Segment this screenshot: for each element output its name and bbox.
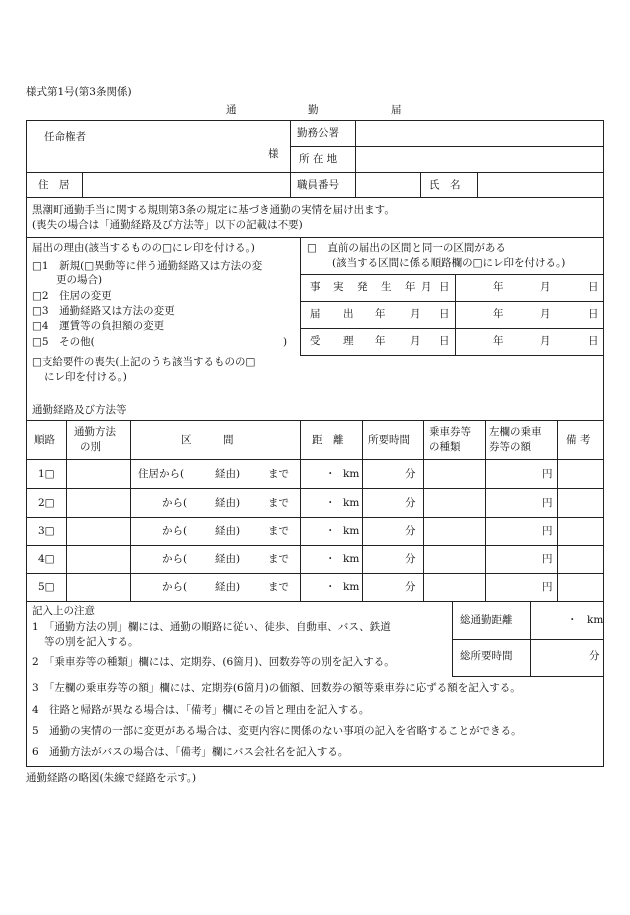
row-line-0 xyxy=(26,459,604,460)
route-km-4: km xyxy=(343,553,360,565)
route-from-5: から( xyxy=(162,581,188,593)
route-yen-3: 円 xyxy=(542,525,553,537)
col-order: 順路 xyxy=(34,434,55,446)
route-from-3: から( xyxy=(162,525,188,537)
row-rule-2 xyxy=(26,197,604,198)
route-km-5: km xyxy=(343,581,360,593)
header-rule xyxy=(290,146,604,147)
note-1-cont: 等の別を記入する。 xyxy=(44,636,139,648)
route-dot-3: ・ xyxy=(325,525,336,537)
note-1: 1 「通勤方法の別」欄には、通勤の順路に従い、徒歩、自動車、バス、鉄道 xyxy=(32,621,391,633)
route-min-3: 分 xyxy=(405,525,416,537)
total-time-unit: 分 xyxy=(589,650,600,662)
date-label-char: 年 xyxy=(405,281,416,293)
col-method-2: の別 xyxy=(80,441,101,453)
route-from-2: から( xyxy=(162,497,188,509)
reason-item-5[interactable]: □5 その他( xyxy=(32,336,95,348)
route-to-3: まで xyxy=(268,525,289,537)
col-remarks: 備 考 xyxy=(566,434,591,446)
title-char-3: 届 xyxy=(391,104,402,116)
route-order-5[interactable]: 5□ xyxy=(38,581,55,593)
form-number: 様式第1号(第3条関係) xyxy=(26,86,132,98)
route-order-1[interactable]: 1□ xyxy=(38,468,55,480)
route-km-2: km xyxy=(343,497,360,509)
route-yen-5: 円 xyxy=(542,581,553,593)
route-min-2: 分 xyxy=(405,497,416,509)
col-section: 区 間 xyxy=(181,434,234,446)
date-unit: 年 xyxy=(493,308,504,320)
note-6: 6 通勤方法がバスの場合は、「備考」欄にバス会社名を記入する。 xyxy=(32,746,349,758)
date-label-char: 年 xyxy=(375,335,386,347)
date-label-char: 年 xyxy=(375,308,386,320)
reason-item-4[interactable]: □4 運賃等の負担額の変更 xyxy=(32,320,165,332)
route-via-2: 経由) xyxy=(215,497,241,509)
reason-item-2[interactable]: □2 住居の変更 xyxy=(32,290,112,302)
row-rule-3 xyxy=(26,237,604,238)
date-label-char: 月 xyxy=(410,308,421,320)
date-label-char: 実 xyxy=(333,281,344,293)
route-dot-4: ・ xyxy=(325,553,336,565)
routes-title: 通勤経路及び方法等 xyxy=(32,404,127,416)
route-min-4: 分 xyxy=(405,553,416,565)
title-char-1: 通 xyxy=(226,104,237,116)
date-rule-2 xyxy=(300,301,604,302)
row-rule xyxy=(26,172,604,173)
name-divider xyxy=(477,172,478,197)
address-field[interactable] xyxy=(357,148,602,170)
title-char-2: 勤 xyxy=(308,104,319,116)
col-distance: 距 離 xyxy=(312,434,344,446)
frame-bottom xyxy=(26,766,604,767)
date-unit: 月 xyxy=(540,308,551,320)
date-label-char: 事 xyxy=(310,281,321,293)
date-rule-4 xyxy=(300,355,604,356)
reason-item-1[interactable]: □1 新規(□異動等に伴う通勤経路又は方法の変 xyxy=(32,260,263,272)
date-rule-3 xyxy=(300,328,604,329)
col-ticket-1: 乗車券等 xyxy=(429,426,471,438)
route-km-1: km xyxy=(343,468,360,480)
route-dot-1: ・ xyxy=(325,468,336,480)
date-label-char: 生 xyxy=(381,281,392,293)
date-label-char: 月 xyxy=(410,335,421,347)
staff-divider xyxy=(420,172,421,197)
date-label-char: 出 xyxy=(343,308,354,320)
date-unit: 日 xyxy=(588,281,599,293)
reason-item-5-close: ) xyxy=(283,336,288,348)
same-route-check[interactable]: □ 直前の届出の区間と同一の区間がある xyxy=(307,242,506,254)
route-order-2[interactable]: 2□ xyxy=(38,497,55,509)
route-order-3[interactable]: 3□ xyxy=(38,525,55,537)
route-via-5: 経由) xyxy=(215,581,241,593)
col-amount-2: 券等の額 xyxy=(489,441,531,453)
staff-no-field[interactable] xyxy=(357,174,419,195)
date-label-char: 日 xyxy=(439,335,450,347)
route-order-4[interactable]: 4□ xyxy=(38,553,55,565)
frame-right xyxy=(603,120,604,767)
row-line-4 xyxy=(26,573,604,574)
date-divider xyxy=(455,274,456,355)
office-label: 勤務公署 xyxy=(297,127,339,139)
route-to-1: まで xyxy=(268,468,289,480)
col-method-1: 通勤方法 xyxy=(74,426,116,438)
appointer-label: 任命権者 xyxy=(44,131,86,143)
date-unit: 月 xyxy=(540,335,551,347)
date-label-char: 受 xyxy=(310,335,321,347)
loss-item[interactable]: □支給要件の喪失(上記のうち該当するものの□ xyxy=(32,356,256,368)
route-to-4: まで xyxy=(268,553,289,565)
row-line-3 xyxy=(26,545,604,546)
route-to-2: まで xyxy=(268,497,289,509)
notes-heading: 記入上の注意 xyxy=(32,605,95,617)
route-min-5: 分 xyxy=(405,581,416,593)
date-label-char: 日 xyxy=(439,308,450,320)
date-unit: 月 xyxy=(540,281,551,293)
route-dot-2: ・ xyxy=(325,497,336,509)
route-via-1: 経由) xyxy=(215,468,241,480)
date-unit: 年 xyxy=(493,281,504,293)
reasons-heading: 届出の理由(該当するものの□にレ印を付ける。) xyxy=(32,242,255,254)
address-label: 所 在 地 xyxy=(299,153,338,165)
residence-divider xyxy=(82,172,83,197)
route-to-5: まで xyxy=(268,581,289,593)
name-field[interactable] xyxy=(479,174,601,195)
row-line-5 xyxy=(26,601,604,602)
map-note: 通勤経路の略図(朱線で経路を示す。) xyxy=(26,772,197,784)
total-distance-unit: km xyxy=(587,614,604,626)
date-label-char: 月 xyxy=(421,281,432,293)
staff-no-label: 職員番号 xyxy=(297,179,339,191)
route-yen-4: 円 xyxy=(542,553,553,565)
office-field[interactable] xyxy=(357,122,602,145)
date-label-char: 日 xyxy=(439,281,450,293)
date-rule-1 xyxy=(300,274,604,275)
reason-item-1-cont: 更の場合) xyxy=(56,274,103,286)
date-label-char: 理 xyxy=(343,335,354,347)
date-unit: 日 xyxy=(588,308,599,320)
totals-rule xyxy=(452,639,604,640)
note-3: 3 「左欄の乗車券等の額」欄には、定期券(6箇月)の価額、回数券の額等乗車券に応ずる額を記入する。 xyxy=(32,682,521,694)
total-distance-label: 総通勤距離 xyxy=(460,614,513,626)
routes-top-rule xyxy=(26,420,604,421)
frame-left xyxy=(26,120,27,767)
route-km-3: km xyxy=(343,525,360,537)
route-min-1: 分 xyxy=(405,468,416,480)
date-label-char: 届 xyxy=(310,308,321,320)
route-dot-5: ・ xyxy=(325,581,336,593)
total-time-label: 総所要時間 xyxy=(460,650,513,662)
date-label-char: 発 xyxy=(357,281,368,293)
sama-label: 様 xyxy=(268,148,279,160)
route-yen-1: 円 xyxy=(542,468,553,480)
row-line-1 xyxy=(26,488,604,489)
residence-label: 住 居 xyxy=(38,179,70,191)
header-divider xyxy=(290,120,291,197)
reason-item-3[interactable]: □3 通勤経路又は方法の変更 xyxy=(32,305,175,317)
route-via-4: 経由) xyxy=(215,553,241,565)
col-time: 所要時間 xyxy=(368,434,410,446)
total-distance-dot: ・ xyxy=(567,614,578,626)
same-route-note: (該当する区間に係る順路欄の□にレ印を付ける。) xyxy=(332,257,566,269)
route-from-4: から( xyxy=(162,553,188,565)
note-5: 5 通勤の実情の一部に変更がある場合は、変更内容に関係のない事項の記入を省略することができる。 xyxy=(32,725,522,737)
date-unit: 年 xyxy=(493,335,504,347)
col-amount-1: 左欄の乗車 xyxy=(489,426,542,438)
loss-item-cont: にレ印を付ける。) xyxy=(44,371,127,383)
route-from-1: 住居から( xyxy=(138,468,185,480)
residence-field[interactable] xyxy=(84,174,288,195)
route-yen-2: 円 xyxy=(542,497,553,509)
note-4: 4 往路と帰路が異なる場合は、「備考」欄にその旨と理由を記入する。 xyxy=(32,704,370,716)
date-unit: 日 xyxy=(588,335,599,347)
route-via-3: 経由) xyxy=(215,525,241,537)
name-label: 氏 名 xyxy=(429,179,461,191)
declaration-line1: 黒潮町通勤手当に関する規則第3条の規定に基づき通勤の実情を届け出ます。 xyxy=(32,204,395,216)
row-line-2 xyxy=(26,517,604,518)
header-divider-2 xyxy=(355,120,356,197)
right-panel-divider xyxy=(300,237,301,355)
declaration-line2: (喪失の場合は「通勤経路及び方法等」以下の記載は不要) xyxy=(32,219,303,231)
col-ticket-2: の種類 xyxy=(429,441,461,453)
note-2: 2 「乗車券等の種類」欄には、定期券、(6箇月)、回数券等の別を記入する。 xyxy=(32,656,395,668)
totals-bottom-rule xyxy=(452,676,604,677)
